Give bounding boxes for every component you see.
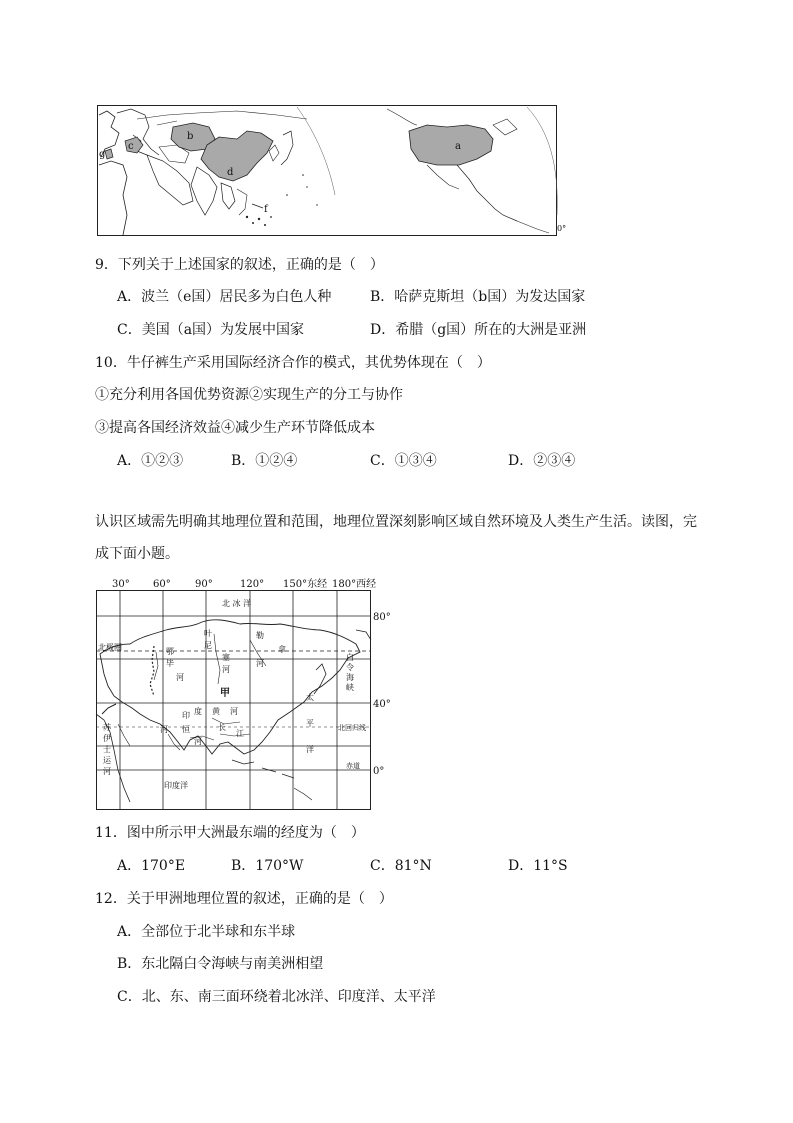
label-yangtze-2: 江 — [236, 729, 244, 738]
label-pacific-2: 平 — [306, 719, 314, 728]
label-suez-2: 伊 — [103, 734, 111, 743]
label-suez-4: 运 — [103, 756, 111, 765]
q11-option-c[interactable]: C．81°N — [370, 858, 432, 874]
label-yellow-1: 黄 — [212, 707, 220, 716]
label-bering-3: 海 — [346, 673, 354, 682]
tick-30: 30° — [112, 579, 130, 590]
tick-120: 120° — [240, 579, 265, 590]
label-suez-5: 河 — [103, 767, 111, 776]
tick-0: 0° — [373, 766, 385, 777]
tick-150: 150°东经 — [283, 579, 328, 590]
label-yangtze-1: 长 — [218, 723, 226, 732]
tick-180: 180°西经 — [332, 579, 377, 590]
label-f: f — [264, 204, 268, 215]
label-lena-1: 勒 — [256, 631, 264, 640]
label-b: b — [187, 131, 194, 142]
tick-40n: 40° — [373, 699, 391, 710]
tick-80n: 80° — [373, 612, 391, 623]
label-bering-1: 白 — [346, 653, 354, 662]
tick-90: 90° — [195, 579, 213, 590]
q9-option-b[interactable]: B．哈萨克斯坦（b国）为发达国家 — [370, 289, 586, 305]
q11-option-b[interactable]: B．170°W — [231, 858, 304, 874]
q9-option-d[interactable]: D．希腊（g国）所在的大洲是亚洲 — [370, 322, 587, 338]
label-yellow-2: 河 — [230, 707, 238, 716]
intro-line2: 成下面小题。 — [95, 546, 179, 562]
asia-location-map — [94, 574, 394, 814]
label-arctic-ocean: 北 冰 洋 — [222, 599, 252, 608]
label-d: d — [227, 167, 234, 178]
label-equator-degree: 0° — [557, 224, 567, 233]
intro-line1: 认识区域需先明确其地理位置和范围，地理位置深刻影响区域自然环境及人类生产生活。读图，完 — [95, 514, 697, 530]
label-ganges-2: 河 — [194, 737, 202, 746]
q12-stem: 12．关于甲洲地理位置的叙述，正确的是（ ） — [95, 891, 393, 907]
label-ganges-1: 恒 — [182, 725, 190, 734]
q10-statement-line2: ③提高各国经济效益④减少生产环节降低成本 — [95, 420, 375, 436]
label-bering-2: 令 — [346, 663, 354, 672]
label-tropic: 北回归线 — [338, 724, 366, 732]
q11-option-a[interactable]: A．170°E — [117, 858, 186, 874]
q11-option-d[interactable]: D．11°S — [508, 858, 568, 874]
q10-option-a[interactable]: A．①②③ — [117, 453, 184, 469]
label-indus-2: 度 — [194, 707, 202, 716]
label-equator: 赤道 — [346, 762, 360, 770]
label-yenisei-2: 尼 — [204, 641, 212, 650]
q10-stem: 10．牛仔裤生产采用国际经济合作的模式，其优势体现在（ ） — [95, 355, 491, 371]
q9-option-c[interactable]: C．美国（a国）为发展中国家 — [117, 322, 305, 338]
label-ob-1: 鄂 — [166, 647, 174, 656]
label-g: g — [99, 149, 106, 160]
label-pacific-3: 洋 — [306, 745, 314, 754]
label-indus-3: 河 — [160, 725, 168, 734]
q10-option-b[interactable]: B．①②④ — [231, 453, 298, 469]
label-indian-ocean: 印度洋 — [164, 781, 188, 790]
world-map-countries — [97, 105, 567, 238]
label-a: a — [455, 141, 461, 152]
label-indus-1: 印 — [182, 711, 190, 720]
label-jia: 甲 — [220, 688, 230, 699]
label-c: c — [128, 141, 134, 152]
label-yenisei-3: 塞 — [222, 653, 230, 662]
label-suez-1: 苏 — [103, 723, 111, 732]
label-arctic-circle: 北极圈 — [98, 643, 122, 652]
q12-option-b[interactable]: B．东北隔白令海峡与南美洲相望 — [117, 956, 324, 972]
tick-60: 60° — [153, 579, 171, 590]
label-pacific-1: 太 — [306, 693, 314, 702]
label-yenisei-4: 河 — [222, 665, 230, 674]
label-lena-3: 河 — [256, 659, 264, 668]
label-ob-2: 毕 — [166, 659, 174, 668]
label-lena-2: 拿 — [278, 645, 286, 654]
q10-option-d[interactable]: D．②③④ — [508, 453, 576, 469]
label-bering-4: 峡 — [346, 683, 354, 692]
q9-stem: 9．下列关于上述国家的叙述，正确的是（ ） — [95, 257, 384, 273]
q10-statement-line1: ①充分利用各国优势资源②实现生产的分工与协作 — [95, 387, 403, 403]
q9-option-a[interactable]: A．波兰（e国）居民多为白色人种 — [117, 289, 332, 305]
label-suez-3: 士 — [103, 745, 111, 754]
label-ob-3: 河 — [176, 673, 184, 682]
q10-option-c[interactable]: C．①③④ — [370, 453, 437, 469]
label-yenisei-1: 叶 — [204, 629, 212, 638]
q12-option-c[interactable]: C．北、东、南三面环绕着北冰洋、印度洋、太平洋 — [117, 989, 436, 1005]
q11-stem: 11．图中所示甲大洲最东端的经度为（ ） — [95, 825, 365, 841]
q12-option-a[interactable]: A．全部位于北半球和东半球 — [117, 924, 296, 940]
